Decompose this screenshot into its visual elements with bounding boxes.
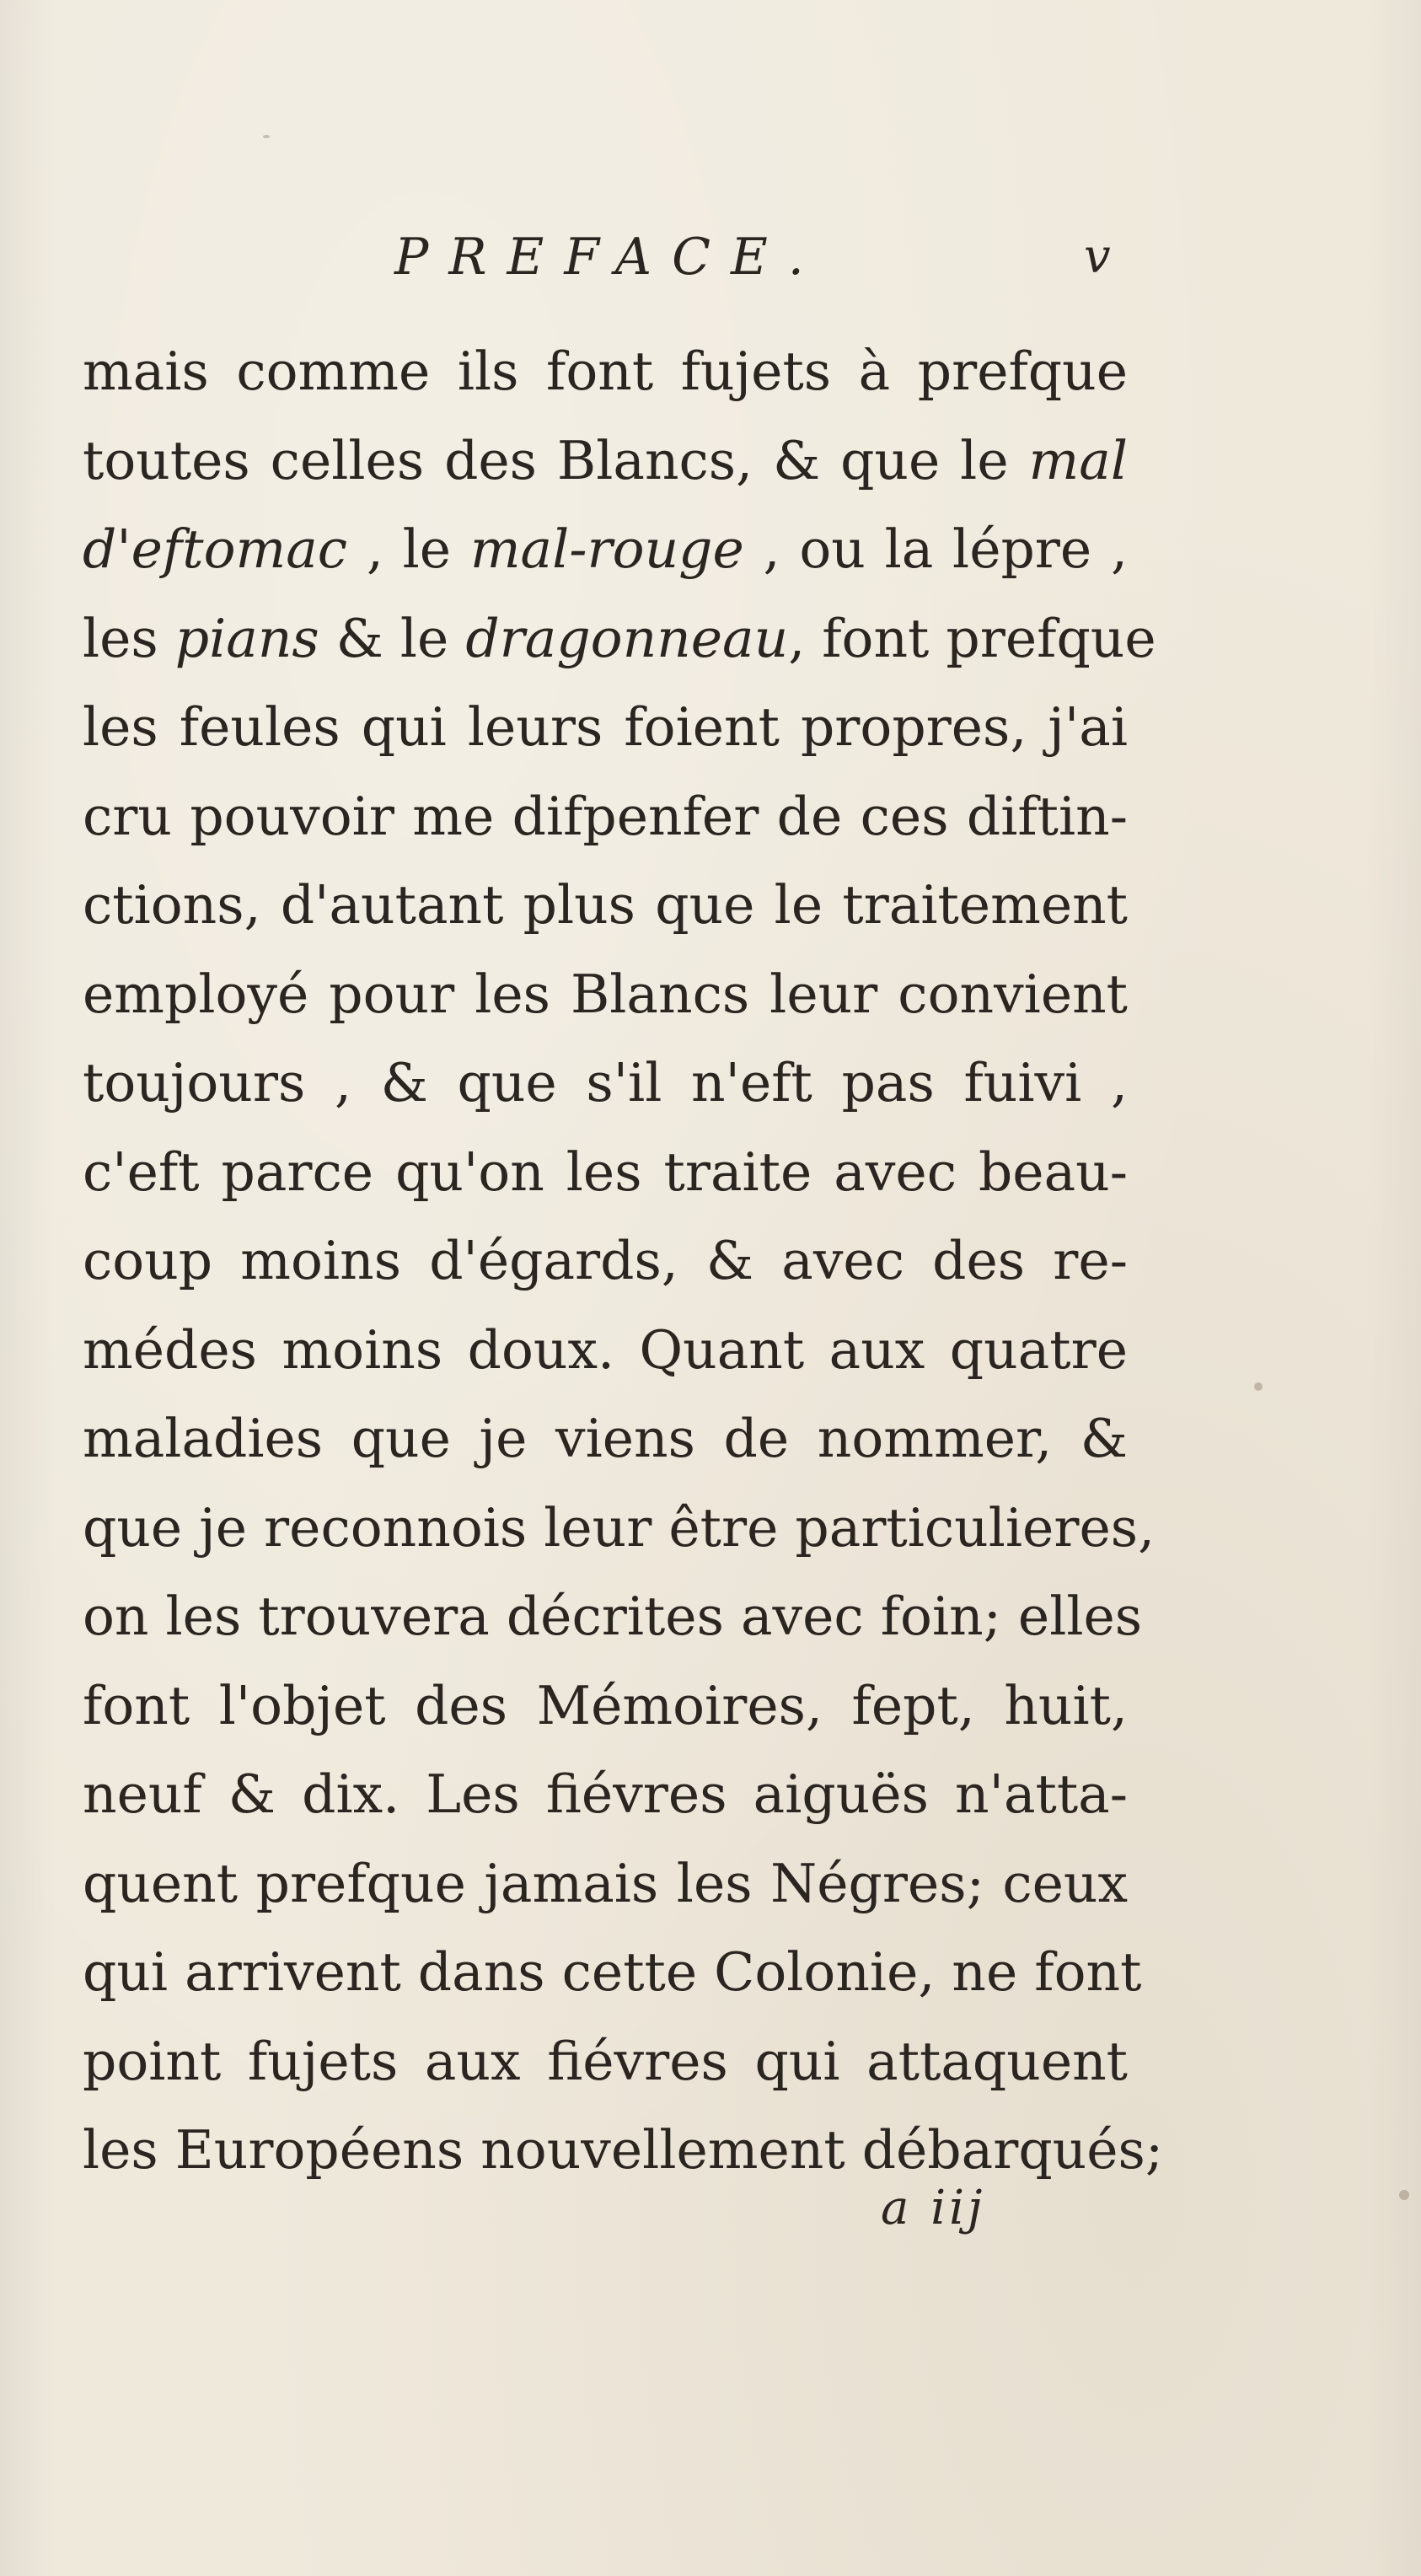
text-line [83,1128,1128,1217]
text-run: toujours , & que s'il n'eft pas fuivi , [83,1052,1128,1114]
page-number: v [1084,229,1111,284]
text-run: c'eft parce qu'on les traite avec beau- [83,1140,1128,1203]
paper-speck [1399,2190,1409,2200]
text-run: les [83,607,175,669]
text-run: , le [347,518,470,580]
text-line [83,1572,1143,1661]
text-run: ctions, d'autant plus que le traitement [83,874,1128,936]
text-line [83,1661,1128,1751]
text-run: quent prefque jamais les Négres; ceux [83,1852,1128,1914]
text-run: que je reconnois leur être particulieres, [83,1496,1156,1559]
text-run: qui arrivent dans cette Colonie, ne font [83,1941,1142,2003]
text-run: employé pour les Blancs leur convient [83,963,1128,1025]
running-title: PREFACE. [394,228,824,287]
text-line [83,505,1128,594]
italic-term: dragonneau [465,607,789,669]
text-run: neuf & dix. Les fiévres aiguës n'atta- [83,1763,1128,1825]
text-run: les feules qui leurs foient propres, j'ai [83,696,1128,758]
text-line [83,1216,1128,1306]
text-line [83,861,1128,950]
text-run: mais comme ils font fujets à prefque [83,341,1128,402]
italic-term: mal-rouge [469,518,744,580]
text-run: les Européens nouvellement débarqués; [83,2119,1164,2181]
italic-term: pians [174,607,319,669]
text-line [83,2017,1128,2106]
text-run: médes moins doux. Quant aux quatre [83,1318,1128,1381]
text-line [83,594,1156,684]
paper-speck [263,135,270,138]
italic-term: d'eftomac [83,518,348,580]
text-line [83,1306,1128,1395]
text-line [83,1750,1128,1839]
italic-term: mal [1028,429,1128,491]
text-line [83,1839,1128,1929]
text-run: & le [319,607,466,669]
text-run: , font prefque [788,607,1156,669]
text-line [83,327,1128,416]
text-line [83,416,1128,506]
text-run: , ou la lépre , [743,518,1128,580]
text-run: on les trouvera décrites avec foin; elles [83,1586,1143,1647]
text-run: cru pouvoir me difpenfer de ces diftin- [83,785,1128,847]
page-header [0,228,1421,287]
text-run: toutes celles des Blancs, & que le [83,429,1029,491]
body-text [83,327,1164,2195]
text-line [83,772,1128,861]
text-run: coup moins d'égards, & avec des re- [83,1230,1128,1291]
text-line [83,1928,1142,2017]
signature-mark: a iij [881,2181,986,2235]
text-run: point fujets aux fiévres qui attaquent [83,2030,1128,2092]
text-run: font l'objet des Mémoires, fept, huit, [83,1674,1128,1736]
text-line [83,683,1128,772]
paper-speck [1254,1382,1263,1391]
text-run: maladies que je viens de nommer, & [83,1408,1128,1469]
text-line [83,1484,1156,1573]
text-line [83,1394,1128,1484]
text-line [83,1038,1128,1128]
text-line [83,950,1128,1039]
